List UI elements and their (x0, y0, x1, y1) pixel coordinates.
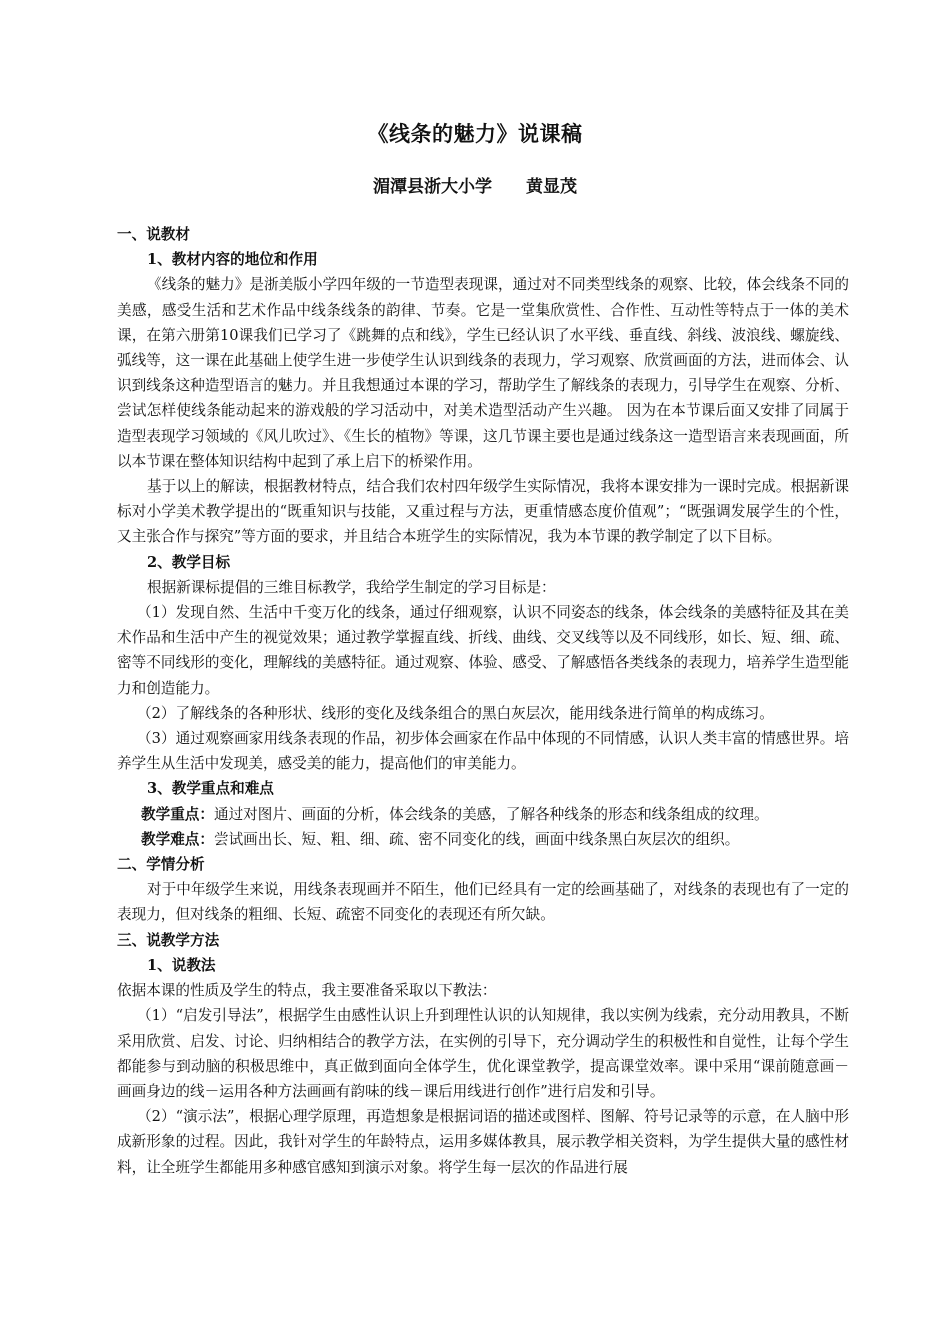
paragraph: 基于以上的解读，根据教材特点，结合我们农村四年级学生实际情况，我将本课安排为一课时完成。根据新课标对小学美术教学提出的“既重知识与技能，又重过程与方法，更重情感态度价值观”；“既强调发展学生的个性，又主张合作与探究”等方面的要求，并且结合本班学生的实际情况，我为本节课的教学制定了以下目标。 (117, 478, 849, 546)
section-heading-3: 三、说教学方法 (117, 931, 220, 949)
paragraph: 《线条的魅力》是浙美版小学四年级的一节造型表现课，通过对不同类型线条的观察、比较，体会线条不同的美感，感受生活和艺术作品中线条线条的韵律、节奏。它是一堂集欣赏性、合作性、互动性等特点于一体的美术课，在第六册第10课我们已学习了《跳舞的点和线》，学生已经认识了水平线、垂直线、斜线、波浪线、螺旋线、弧线等，这一课在此基础上使学生进一步使学生认识到线条的表现力，学习观察、欣赏画面的方法，进而体会、认识到线条这种造型语言的魅力。并且我想通过本课的学习，帮助学生了解线条的表现力，引导学生在观察、分析、尝试怎样使线条能动起来的游戏般的学习活动中，对美术造型活动产生兴趣。 因为在本节课后面又安排了同属于造型表现学习领域的《风儿吹过》、《生长的植物》等课，这几节课主要也是通过线条这一造型语言来表现画面，所以本节课在整体知识结构中起到了承上启下的桥梁作用。 (117, 276, 849, 470)
method-item: （2）“演示法”，根据心理学原理，再造想象是根据词语的描述或图样、图解、符号记录等的示意，在人脑中形成新形象的过程。因此，我针对学生的年龄特点，运用多媒体教具，展示教学相关资料，为学生提供大量的感性材料，让全班学生都能用多种感官感知到演示对象。将学生每一层次的作品进行展 (117, 1108, 849, 1176)
author-line (0, 172, 950, 197)
subheading-1-3: 3、教学重点和难点 (147, 780, 274, 798)
school-name: 湄潭县浙大小学 (373, 177, 492, 197)
subheading-1-2: 2、教学目标 (147, 553, 231, 571)
goal-item: （1）发现自然、生活中千变万化的线条，通过仔细观察，认识不同姿态的线条，体会线条的美感特征及其在美术作品和生活中产生的视觉效果；通过教学掌握直线、折线、曲线、交叉线等以及不同线形，如长、短、细、疏、密等不同线形的变化，理解线的美感特征。通过观察、体验、感受、了解感悟各类线条的表现力，培养学生造型能力和创造能力。 (117, 604, 849, 697)
document-title: 《线条的魅力》说课稿 (367, 121, 583, 146)
method-item: （1）“启发引导法”，根据学生由感性认识上升到理性认识的认知规律，我以实例为线索，充分动用教具，不断采用欣赏、启发、讨论、归纳相结合的教学方法，在实例的引导下，充分调动学生的积极性和自觉性，让每个学生都能参与到动脑的积极思维中，真正做到面向全体学生，优化课堂教学，提高课堂效率。课中采用“课前随意画－画画身边的线－运用各种方法画画有韵味的线－课后用线进行创作”进行启发和引导。 (117, 1007, 849, 1100)
paragraph: 对于中年级学生来说，用线条表现画并不陌生，他们已经具有一定的绘画基础了，对线条的表现也有了一定的表现力，但对线条的粗细、长短、疏密不同变化的表现还有所欠缺。 (117, 881, 849, 924)
goal-item: （3）通过观察画家用线条表现的作品，初步体会画家在作品中体现的不同情感，认识人类丰富的情感世界。培养学生从生活中发现美，感受美的能力，提高他们的审美能力。 (117, 730, 849, 773)
document-body (117, 222, 849, 1180)
subheading-3-1: 1、说教法 (147, 956, 216, 974)
key-point (117, 802, 849, 827)
goal-item: （2）了解线条的各种形状、线形的变化及线条组合的黑白灰层次，能用线条进行简单的构成练习。 (137, 704, 774, 722)
subheading-1-1: 1、教材内容的地位和作用 (147, 251, 318, 269)
difficult-point-label: 教学难点： (141, 830, 214, 848)
key-point-text: 通过对图片、画面的分析，体会线条的美感，了解各种线条的形态和线条组成的纹理。 (213, 805, 769, 823)
section-heading-1: 一、说教材 (117, 226, 190, 243)
author-name: 黄显茂 (526, 177, 577, 197)
paragraph: 依据本课的性质及学生的特点，我主要准备采取以下教法： (117, 982, 497, 1000)
difficult-point (117, 827, 849, 852)
paragraph: 根据新课标提倡的三维目标教学，我给学生制定的学习目标是： (147, 578, 556, 596)
difficult-point-text: 尝试画出长、短、粗、细、疏、密不同变化的线，画面中线条黑白灰层次的组织。 (213, 830, 740, 848)
key-point-label: 教学重点： (141, 805, 214, 823)
section-heading-2: 二、学情分析 (117, 856, 205, 874)
